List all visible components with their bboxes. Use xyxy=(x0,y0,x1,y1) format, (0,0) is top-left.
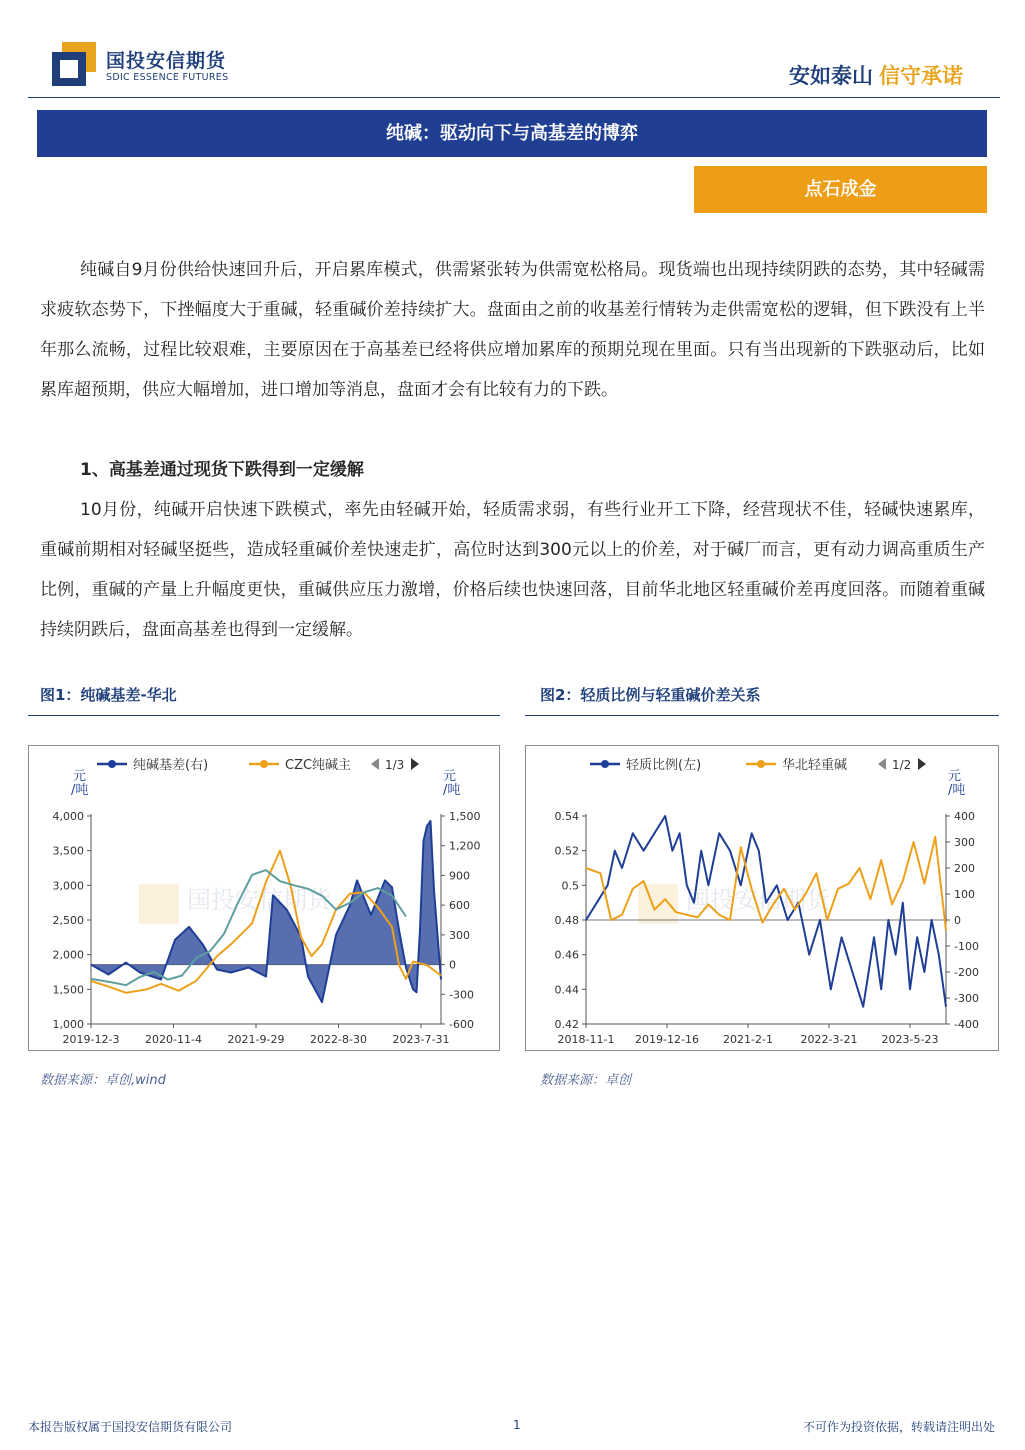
right-unit-label: 元 xyxy=(948,769,962,784)
x-tick-label: 2022-8-30 xyxy=(310,1033,367,1046)
left-tick-label: 0.52 xyxy=(554,844,579,858)
right-tick-label: 400 xyxy=(954,810,975,823)
legend-marker-2 xyxy=(260,760,268,768)
legend-next-icon xyxy=(918,758,926,770)
figure-1-chart xyxy=(28,745,500,1051)
right-tick-label: -100 xyxy=(954,940,979,953)
figure-2-title: 图2：轻质比例与轻重碱价差关系 xyxy=(540,686,761,704)
paragraph-section-1: 10月份，纯碱开启快速下跌模式，率先由轻碱开始，轻质需求弱，有些行业开工下降，经营现状不佳，轻碱快速累库，重碱前期相对轻碱坚挺些，造成轻重碱价差快速走扩，高位时达到300元以上的价差，对于碱厂而言，更有动力调高重质生产比例，重碱的产量上升幅度更快，重碱供应压力激增，价格后续也快速回落，目前华北地区轻重碱价差再度回落。而随着重碱持续阴跌后，盘面高基差也得到一定缓解。 xyxy=(40,500,985,640)
legend-label-1: 轻质比例(左) xyxy=(626,758,702,773)
right-tick-label: 600 xyxy=(449,899,470,913)
footer-disclaimer: 不可作为投资依据，转载请注明出处 xyxy=(802,1420,995,1434)
left-tick-label: 0.48 xyxy=(554,914,579,927)
left-tick-label: 0.42 xyxy=(554,1018,579,1031)
left-tick-label: 0.5 xyxy=(561,879,579,893)
figure-2-svg xyxy=(526,746,998,1050)
right-unit-label-2: /吨 xyxy=(443,783,461,798)
header-divider xyxy=(28,97,1000,98)
legend-marker-1 xyxy=(601,760,609,768)
left-tick-label: 0.44 xyxy=(554,983,579,997)
x-tick-label: 2019-12-3 xyxy=(62,1033,120,1046)
right-tick-label: 200 xyxy=(954,862,975,875)
right-tick-label: -300 xyxy=(449,988,474,1002)
figure-1-source: 数据来源：卓创,wind xyxy=(40,1073,166,1088)
figure-2-source: 数据来源：卓创 xyxy=(540,1073,632,1088)
legend-label-2: 华北轻重碱 xyxy=(782,758,848,773)
left-tick-label: 1,000 xyxy=(52,1018,84,1031)
figure-1-svg xyxy=(29,746,499,1050)
watermark-text: 国投安信期货 xyxy=(187,886,331,914)
figure-1-title: 图1：纯碱基差-华北 xyxy=(40,686,177,704)
legend-prev-icon xyxy=(371,758,379,770)
right-tick-label: 300 xyxy=(449,928,470,942)
slogan xyxy=(789,60,963,90)
figure-1-rule xyxy=(28,715,500,716)
legend-label-2: CZC纯碱主 xyxy=(285,758,352,773)
right-tick-label: 1,500 xyxy=(449,810,481,823)
left-tick-label: 3,500 xyxy=(52,844,84,858)
legend-marker-2 xyxy=(757,760,765,768)
x-tick-label: 2021-9-29 xyxy=(227,1033,285,1046)
left-unit-label-2: /吨 xyxy=(71,783,89,798)
figure-2-chart xyxy=(525,745,999,1051)
report-title: 纯碱：驱动向下与高基差的博弈 xyxy=(37,110,987,157)
right-unit-label-2: /吨 xyxy=(948,783,966,798)
left-tick-label: 2,500 xyxy=(52,914,84,927)
right-tick-label: 1,200 xyxy=(449,839,481,853)
legend-next-icon xyxy=(411,758,419,770)
right-tick-label: 900 xyxy=(449,869,470,883)
x-tick-label: 2018-11-1 xyxy=(557,1033,615,1046)
footer-page-number: 1 xyxy=(513,1418,521,1432)
right-tick-label: 0 xyxy=(449,958,456,972)
left-tick-label: 1,500 xyxy=(52,983,84,997)
right-unit-label: 元 xyxy=(443,769,457,784)
watermark-icon xyxy=(638,884,678,924)
x-tick-label: 2023-5-23 xyxy=(881,1033,939,1046)
legend-page: 1/3 xyxy=(385,758,405,772)
right-tick-label: 0 xyxy=(954,914,961,927)
left-tick-label: 4,000 xyxy=(52,810,84,823)
company-logo xyxy=(52,42,252,86)
legend-page: 1/2 xyxy=(892,758,912,772)
footer-copyright: 本报告版权属于国投安信期货有限公司 xyxy=(28,1420,233,1434)
column-tag: 点石成金 xyxy=(694,166,987,213)
watermark-text: 国投安信期货 xyxy=(686,886,830,914)
left-tick-label: 0.54 xyxy=(554,810,579,823)
x-tick-label: 2019-12-16 xyxy=(635,1033,699,1046)
logo-english-name: SDIC ESSENCE FUTURES xyxy=(106,72,229,83)
x-tick-label: 2022-3-21 xyxy=(800,1033,858,1046)
right-tick-label: -400 xyxy=(954,1018,979,1031)
logo-chinese-name: 国投安信期货 xyxy=(106,50,227,72)
watermark-icon xyxy=(139,884,179,924)
section-heading: 1、高基差通过现货下跌得到一定缓解 xyxy=(80,460,364,480)
left-tick-label: 2,000 xyxy=(52,948,84,962)
legend-prev-icon xyxy=(878,758,886,770)
right-tick-label: 300 xyxy=(954,836,975,849)
legend-marker-1 xyxy=(108,760,116,768)
left-tick-label: 0.46 xyxy=(554,948,579,962)
right-tick-label: -200 xyxy=(954,966,979,979)
paragraph-intro: 纯碱自9月份供给快速回升后，开启累库模式，供需紧张转为供需宽松格局。现货端也出现持续阴跌的态势，其中轻碱需求疲软态势下，下挫幅度大于重碱，轻重碱价差持续扩大。盘面由之前的收基差行情转为走供需宽松的逻辑，但下跌没有上半年那么流畅，过程比较艰难，主要原因在于高基差已经将供应增加累库的预期兑现在里面。只有当出现新的下跌驱动后，比如累库超预期，供应大幅增加，进口增加等消息，盘面才会有比较有力的下跌。 xyxy=(40,260,985,400)
right-tick-label: 100 xyxy=(954,888,975,901)
figure-2-rule xyxy=(525,715,999,716)
x-tick-label: 2023-7-31 xyxy=(392,1033,450,1046)
right-tick-label: -600 xyxy=(449,1018,474,1031)
right-tick-label: -300 xyxy=(954,992,979,1005)
x-tick-label: 2020-11-4 xyxy=(145,1033,202,1046)
left-tick-label: 3,000 xyxy=(52,879,84,893)
x-tick-label: 2021-2-1 xyxy=(723,1033,773,1046)
slogan-part-1: 安如泰山 xyxy=(789,64,873,88)
legend-label-1: 纯碱基差(右) xyxy=(133,758,209,773)
logo-mark-icon xyxy=(52,42,96,86)
slogan-part-2: 信守承诺 xyxy=(879,64,963,88)
left-unit-label: 元 xyxy=(73,769,87,784)
